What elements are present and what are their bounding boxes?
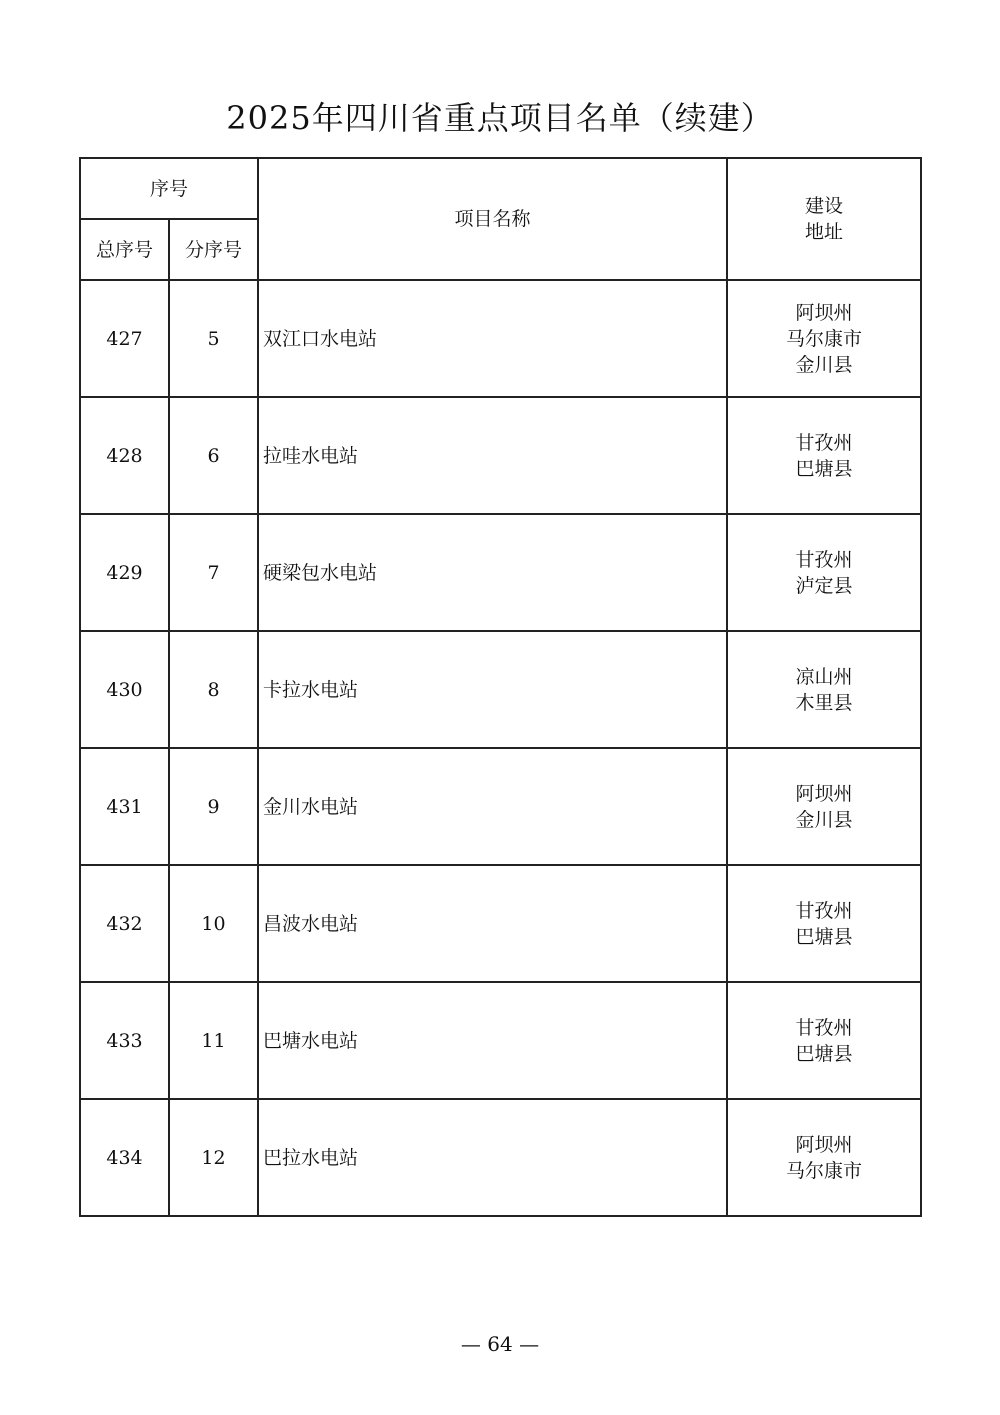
total-serial-cell: 427 xyxy=(80,280,169,397)
total-serial-cell: 428 xyxy=(80,397,169,514)
location-line: 阿坝州 xyxy=(795,1133,853,1156)
location-line: 泸定县 xyxy=(795,574,853,597)
project-table xyxy=(79,157,922,1217)
location-line: 甘孜州 xyxy=(795,899,853,922)
table-row xyxy=(80,1099,921,1216)
location-line: 甘孜州 xyxy=(795,431,853,454)
project-name-cell: 双江口水电站 xyxy=(258,280,727,397)
location-line: 甘孜州 xyxy=(795,548,853,571)
location-line: 马尔康市 xyxy=(786,327,863,350)
header-project-name: 项目名称 xyxy=(258,158,727,280)
project-name-cell: 金川水电站 xyxy=(258,748,727,865)
location-line: 阿坝州 xyxy=(795,782,853,805)
sub-serial-cell: 8 xyxy=(169,631,258,748)
location-line: 阿坝州 xyxy=(795,301,853,324)
table-row xyxy=(80,631,921,748)
header-location-line-1: 建设 xyxy=(805,195,844,217)
location-cell xyxy=(727,982,921,1099)
location-line: 金川县 xyxy=(795,353,853,376)
location-line: 巴塘县 xyxy=(795,925,853,948)
total-serial-cell: 430 xyxy=(80,631,169,748)
page-number: — 64 — xyxy=(460,1332,540,1356)
sub-serial-cell: 10 xyxy=(169,865,258,982)
total-serial-cell: 432 xyxy=(80,865,169,982)
sub-serial-cell: 9 xyxy=(169,748,258,865)
location-cell xyxy=(727,1099,921,1216)
location-cell xyxy=(727,748,921,865)
table-row xyxy=(80,514,921,631)
location-line: 金川县 xyxy=(795,808,853,831)
location-cell xyxy=(727,631,921,748)
location-cell xyxy=(727,865,921,982)
total-serial-cell: 434 xyxy=(80,1099,169,1216)
location-line: 巴塘县 xyxy=(795,457,853,480)
total-serial-cell: 431 xyxy=(80,748,169,865)
sub-serial-cell: 5 xyxy=(169,280,258,397)
project-name-cell: 巴塘水电站 xyxy=(258,982,727,1099)
table-row xyxy=(80,397,921,514)
table-row xyxy=(80,748,921,865)
project-name-cell: 卡拉水电站 xyxy=(258,631,727,748)
table-row xyxy=(80,280,921,397)
header-location xyxy=(727,158,921,280)
location-line: 甘孜州 xyxy=(795,1016,853,1039)
page-title: 2025年四川省重点项目名单（续建） xyxy=(226,99,774,137)
location-line: 凉山州 xyxy=(795,665,853,688)
location-line: 木里县 xyxy=(795,691,853,714)
project-name-cell: 巴拉水电站 xyxy=(258,1099,727,1216)
sub-serial-cell: 6 xyxy=(169,397,258,514)
location-cell xyxy=(727,514,921,631)
location-cell xyxy=(727,280,921,397)
sub-serial-cell: 11 xyxy=(169,982,258,1099)
project-name-cell: 拉哇水电站 xyxy=(258,397,727,514)
location-line: 马尔康市 xyxy=(786,1159,863,1182)
header-sub-serial: 分序号 xyxy=(169,219,258,280)
header-location-line-2: 地址 xyxy=(805,221,844,243)
location-cell xyxy=(727,397,921,514)
sub-serial-cell: 12 xyxy=(169,1099,258,1216)
table-row xyxy=(80,865,921,982)
project-name-cell: 硬梁包水电站 xyxy=(258,514,727,631)
table-body xyxy=(80,280,921,1216)
header-total-serial: 总序号 xyxy=(80,219,169,280)
sub-serial-cell: 7 xyxy=(169,514,258,631)
total-serial-cell: 429 xyxy=(80,514,169,631)
total-serial-cell: 433 xyxy=(80,982,169,1099)
header-serial-group: 序号 xyxy=(80,158,258,219)
project-name-cell: 昌波水电站 xyxy=(258,865,727,982)
location-line: 巴塘县 xyxy=(795,1042,853,1065)
table-row xyxy=(80,982,921,1099)
